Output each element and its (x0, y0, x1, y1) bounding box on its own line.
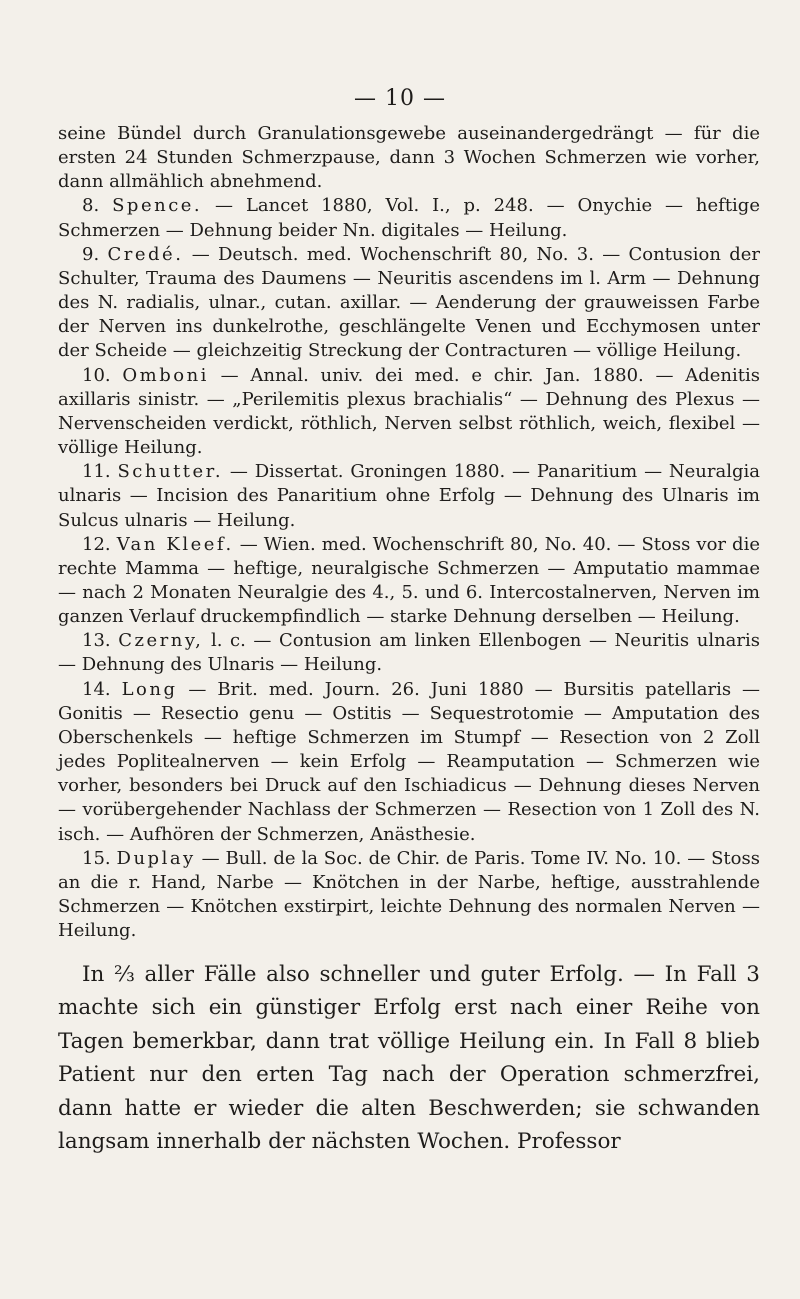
entry-number: 10. (82, 364, 111, 386)
entry-number: 8. (82, 195, 100, 217)
entry-number: 14. (82, 678, 111, 700)
case-entry (58, 460, 760, 532)
entry-author: Long (121, 678, 178, 700)
entry-text: — Brit. med. Journ. 26. Juni 1880 — Bursitis patellaris — Gonitis — Resectio genu — Ostitis — Sequestrotomie — Amputation des Oberschenkels — heftige Schmerzen im Stumpf — Resection von 2 Zoll jedes Poplitealnerven — kein Erfolg — Reamputation — Schmerzen wie vorher, besonders bei Druck auf den Ischiadicus — Dehnung dieses Nerven — vorübergehender Nachlass der Schmerzen — Resection von 1 Zoll des N. isch. — Aufhören der Schmerzen, Anästhesie. (58, 678, 760, 845)
entry-author: Van Kleef. (116, 533, 234, 555)
summary-section (58, 958, 760, 1158)
case-entry (58, 243, 760, 364)
entry-text: — Annal. univ. dei med. e chir. Jan. 1880. — Adenitis axillaris sinistr. — „Perilemitis plexus brachialis“ — Dehnung des Plexus — Nervenscheiden verdickt, röthlich, Nerven selbst röthlich, weich, flexibel — völlige Heilung. (58, 364, 760, 459)
continuation-paragraph: seine Bündel durch Granulationsgewebe auseinandergedrängt — für die ersten 24 Stunden Schmerzpause, dann 3 Wochen Schmerzen wie vorher, dann allmählich abnehmend. (58, 123, 760, 193)
entry-number: 13. (82, 630, 111, 652)
page-number: — 10 — (354, 86, 446, 111)
case-entry (58, 678, 760, 847)
entry-text: — Dissertat. Groningen 1880. — Panaritium — Neuralgia ulnaris — Incision des Panaritium ohne Erfolg — Dehnung des Ulnaris im Sulcus ulnaris — Heilung. (58, 461, 760, 531)
entry-author: Omboni (122, 364, 209, 386)
summary-paragraph: In ⅔ aller Fälle also schneller und guter Erfolg. — In Fall 3 machte sich ein günstiger Erfolg erst nach einer Reihe von Tagen bemerkbar, dann trat völlige Heilung ein. In Fall 8 blieb Patient nur den erten Tag nach der Operation schmerzfrei, dann hatte er wieder die alten Beschwerden; sie schwanden langsam innerhalb der nächsten Wochen. Professor (58, 962, 760, 1155)
entry-author: Duplay (116, 847, 196, 869)
entry-text: — Deutsch. med. Wochenschrift 80, No. 3. — Contusion der Schulter, Trauma des Daumens — Neuritis ascendens im l. Arm — Dehnung des N. radialis, ulnar., cutan. axillar. — Aenderung der grauweissen Farbe der Nerven ins dunkelrothe, geschlängelte Venen und Ecchymosen unter der Scheide — gleichzeitig Streckung der Contracturen — völlige Heilung. (58, 243, 760, 362)
entry-text: — Lancet 1880, Vol. I., p. 248. — Onychie — heftige Schmerzen — Dehnung beider Nn. digitales — Heilung. (58, 195, 760, 241)
entry-text: — Wien. med. Wochenschrift 80, No. 40. — Stoss vor die rechte Mamma — heftige, neuralgische Schmerzen — Amputatio mammae — nach 2 Monaten Neuralgie des 4., 5. und 6. Intercostalnerven, Nerven im ganzen Verlauf druckempfindlich — starke Dehnung derselben — Heilung. (58, 533, 760, 628)
entry-author: Schutter. (117, 461, 224, 483)
entry-number: 12. (82, 533, 111, 555)
entry-text: — Bull. de la Soc. de Chir. de Paris. Tome IV. No. 10. — Stoss an die r. Hand, Narbe — Knötchen in der Narbe, heftige, ausstrahlende Schmerzen — Knötchen exstirpirt, leichte Dehnung des normalen Nerven — Heilung. (58, 847, 760, 942)
entry-author: Credé. (107, 243, 184, 265)
entry-number: 9. (82, 243, 100, 265)
case-entry (58, 847, 760, 944)
entry-text: l. c. — Contusion am linken Ellenbogen — Neuritis ulnaris — Dehnung des Ulnaris — Heilung. (58, 630, 760, 676)
case-entry (58, 629, 760, 677)
entry-number: 11. (82, 461, 111, 483)
entry-number: 15. (82, 847, 111, 869)
case-list (58, 122, 760, 943)
case-entry (58, 194, 760, 242)
entry-author: Spence. (112, 195, 203, 217)
case-entry (58, 533, 760, 630)
case-entry (58, 364, 760, 461)
entry-author: Czerny, (118, 630, 204, 652)
